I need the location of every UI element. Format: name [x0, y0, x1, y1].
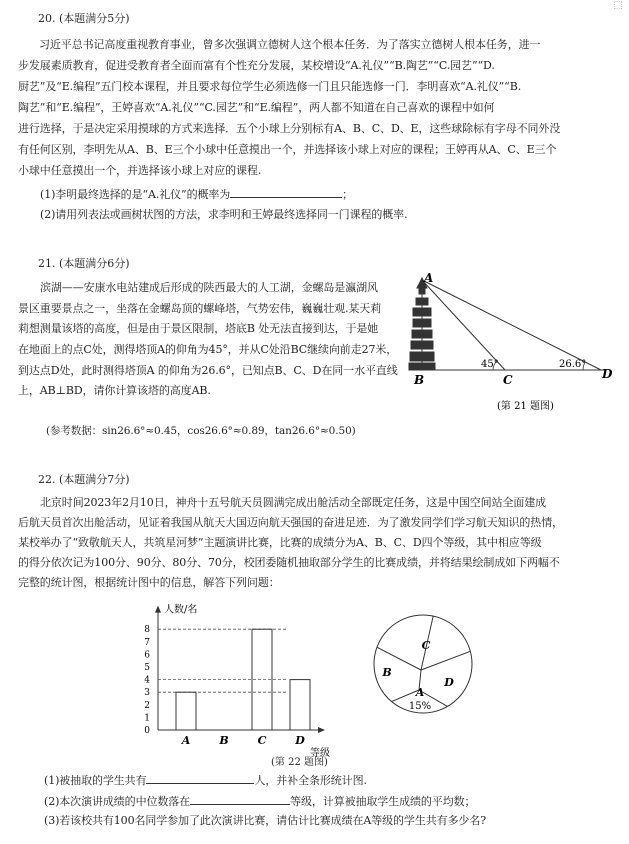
q21-figure	[405, 270, 620, 418]
q22-sub1-end: 人，并补全条形统计图.	[254, 774, 367, 787]
y-tick-label: 7	[144, 637, 150, 648]
corner-mark: ⬚	[613, 0, 623, 11]
bar	[290, 680, 310, 730]
pie-slice-label: D	[444, 676, 454, 689]
x-tick-label: B	[219, 734, 229, 747]
q20-sub1-end: ；	[342, 188, 354, 201]
q20-line: 有任何区别，李明先从A、B、E三个小球中任意摸出一个，并选择该小球上对应的课程；王婷再从A、C、E三个	[18, 143, 557, 156]
x-tick-label: D	[295, 734, 305, 747]
label-b: B	[414, 373, 425, 387]
q22-title: 22. (本题满分7分)	[38, 473, 130, 486]
y-tick-label: 8	[144, 625, 150, 636]
q20-line: 厨艺”及“E.编程”五门校本课程，并且要求每位学生必须选修一门且只能选修一门．李明喜欢“A.礼仪”“B.	[18, 80, 522, 93]
q22-sub2	[44, 794, 475, 809]
pie-divider	[421, 651, 470, 670]
q20-sub1-text: (1)李明最终选择的是“A.礼仪”的概率为	[40, 188, 231, 201]
y-tick-label: 0	[144, 726, 150, 736]
y-tick-label: 5	[144, 663, 150, 673]
pie-slice-label: A	[415, 686, 425, 699]
x-tick-label: A	[181, 734, 191, 747]
y-tick-label: 6	[144, 650, 150, 661]
q20-sub1	[40, 187, 353, 202]
y-axis-label: 人数/名	[164, 604, 198, 616]
q22-sub1	[44, 773, 367, 788]
bar	[176, 692, 196, 730]
q21-line: 到达点D处，此时测得塔顶A 的仰角为26.6°，已知点B、C、D在同一水平直线	[18, 364, 398, 377]
label-a: A	[424, 271, 434, 285]
q21-reference: (参考数据：sin26.6°≈0.45，cos26.6°≈0.89，tan26.6°≈0.50)	[46, 425, 356, 437]
q22-sub2-text: (2)本次演讲成绩的中位数落在	[44, 795, 191, 808]
pagoda-icon	[409, 278, 435, 370]
q22-line: 的得分依次记为100分、90分、80分、70分，校团委随机抽取部分学生的比赛成绩，并将结果绘制成如下两幅不	[18, 556, 560, 569]
pie-slice-percent: 15%	[408, 701, 432, 712]
q22-line: 某校举办了“致敬航天人，共筑星河梦”主题演讲比赛，比赛的成绩分为A、B、C、D四个等级，其中相应等级	[18, 536, 542, 549]
sight-line-d	[422, 280, 601, 370]
label-c: C	[503, 373, 513, 387]
q21-line: 在地面上的点C处，测得塔顶A的仰角为45°，并从C处沿BC继续向前走27米，	[18, 343, 398, 356]
q22-sub3: (3)若该校共有100名同学参加了此次演讲比赛，请估计比赛成绩在A等级的学生共有多少名?	[44, 814, 487, 827]
pie-slice-label: C	[421, 639, 431, 652]
angle-45-label: 45°	[481, 359, 499, 370]
q20-line: 陶艺”和“E.编程”，王婷喜欢“A.礼仪”“C.园艺”和“E.编程”，两人都不知道在自己喜欢的课程中如何	[18, 101, 495, 114]
q20-line: 步发展素质教育，促进受教育者全面而富有个性充分发展，某校增设“A.礼仪”“B.陶艺”“C.园艺”“D.	[18, 59, 495, 72]
q21-line: 滨湖——安康水电站建成后形成的陕西最大的人工湖，金螺岛是瀛湖风	[40, 281, 378, 294]
pie-slice-label: B	[382, 666, 392, 679]
x-tick-label: C	[257, 734, 267, 747]
q21-title: 21. (本题满分6分)	[38, 257, 130, 270]
y-tick-label: 2	[144, 700, 150, 711]
y-tick-label: 1	[144, 713, 150, 724]
q22-sub2-end: 等级，计算被抽取学生成绩的平均数；	[290, 795, 476, 808]
q20-title: 20. (本题满分5分)	[38, 12, 130, 25]
x-axis-label: 等级	[310, 748, 330, 759]
y-tick-label: 4	[144, 675, 150, 686]
angle-26-label: 26.6°	[559, 359, 587, 370]
label-d: D	[602, 367, 613, 381]
answer-blank[interactable]	[190, 794, 290, 805]
y-tick-label: 3	[144, 688, 150, 699]
q22-line: 后航天员首次出舱活动，见证着我国从航天大国迈向航天强国的奋进足迹．为了激发同学们学习航天知识的热情，	[18, 516, 563, 529]
q20-line: 进行选择，于是决定采用摸球的方式来选择．五个小球上分别标有A、B、C、D、E，这些球除标有字母不同外没	[18, 122, 561, 135]
q22-line: 完整的统计图，根据统计图中的信息，解答下列问题：	[18, 576, 280, 589]
q20-sub2: (2)请用列表法或画树状图的方法，求李明和王婷最终选择同一门课程的概率.	[40, 208, 408, 221]
q21-line: 莉想测量该塔的高度，但是由于景区限制，塔底B 处无法直接到达，于是她	[18, 322, 379, 335]
answer-blank[interactable]	[146, 773, 254, 784]
q21-caption: (第 21 题图)	[497, 401, 554, 412]
q20-line: 习近平总书记高度重视教育事业，曾多次强调立德树人这个根本任务．为了落实立德树人根本任务，进一	[39, 38, 541, 51]
q21-line: 上，AB⊥BD，请你计算该塔的高度AB.	[18, 384, 211, 397]
q22-caption: (第 22 题图)	[271, 757, 328, 768]
q22-bar-chart	[128, 588, 368, 766]
x-axis-arrow-icon	[318, 727, 325, 733]
y-axis-arrow-icon	[155, 606, 161, 613]
q21-line: 景区重要景点之一，坐落在金螺岛顶的螺峰塔，气势宏伟，巍巍壮观.某天莉	[18, 302, 382, 315]
q22-sub1-text: (1)被抽取的学生共有	[44, 774, 147, 787]
q22-line: 北京时间2023年2月10日，神舟十五号航天员圆满完成出舱活动全部既定任务，这是中国空间站全面建成	[40, 496, 547, 509]
answer-blank[interactable]	[230, 187, 342, 198]
q22-pie-chart	[370, 610, 480, 720]
q20-line: 小球中任意摸出一个，并选择该小球上对应的课程.	[18, 164, 262, 177]
